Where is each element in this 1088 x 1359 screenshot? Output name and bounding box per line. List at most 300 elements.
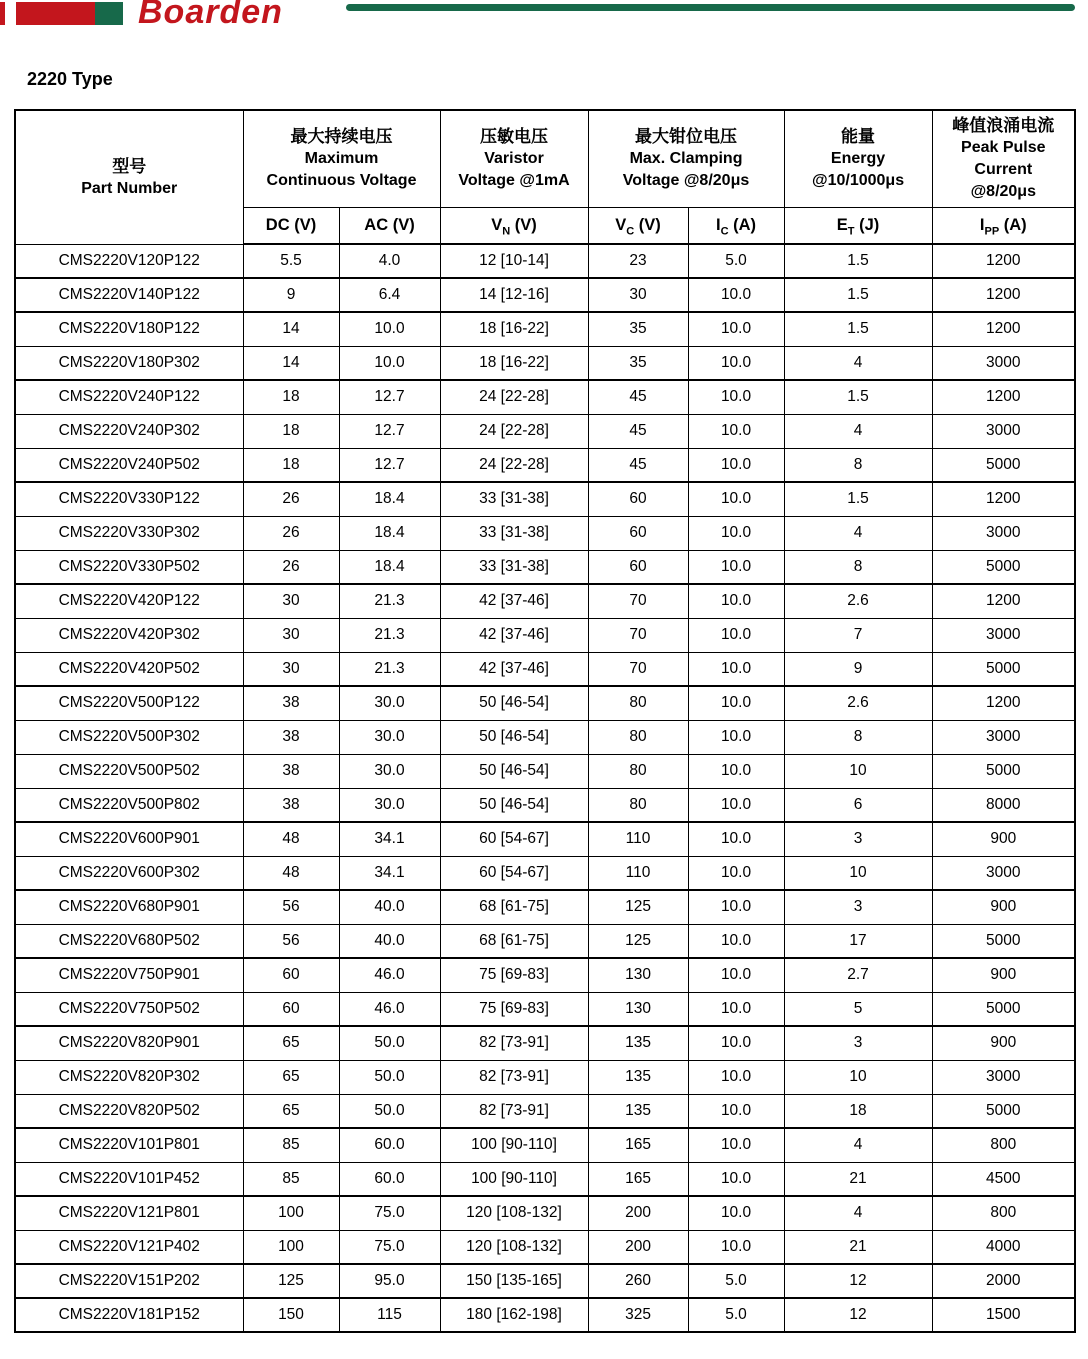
cell-part-number: CMS2220V330P502 [15, 550, 243, 584]
col-header-part-number [15, 110, 243, 244]
cell-ac: 115 [339, 1298, 440, 1332]
cell-ic: 10.0 [688, 550, 784, 584]
table-row [15, 720, 1075, 754]
cell-dc: 38 [243, 686, 339, 720]
cell-part-number: CMS2220V500P502 [15, 754, 243, 788]
cell-dc: 30 [243, 584, 339, 618]
cell-ipp: 900 [932, 822, 1075, 856]
table-row [15, 584, 1075, 618]
cell-vc: 130 [588, 992, 688, 1026]
cell-vn: 42 [37-46] [440, 652, 588, 686]
cell-ac: 4.0 [339, 244, 440, 278]
cell-et: 17 [784, 924, 932, 958]
cell-part-number: CMS2220V500P122 [15, 686, 243, 720]
cell-vc: 35 [588, 346, 688, 380]
cell-ic: 10.0 [688, 652, 784, 686]
table-row [15, 1094, 1075, 1128]
cell-vc: 70 [588, 618, 688, 652]
table-row [15, 652, 1075, 686]
cell-et: 8 [784, 550, 932, 584]
cell-ic: 10.0 [688, 1162, 784, 1196]
table-row [15, 1230, 1075, 1264]
table-row [15, 482, 1075, 516]
cell-part-number: CMS2220V600P302 [15, 856, 243, 890]
cell-dc: 65 [243, 1094, 339, 1128]
cell-dc: 18 [243, 414, 339, 448]
cell-dc: 26 [243, 516, 339, 550]
cell-vc: 23 [588, 244, 688, 278]
cell-dc: 65 [243, 1060, 339, 1094]
cell-part-number: CMS2220V420P302 [15, 618, 243, 652]
cell-vc: 125 [588, 890, 688, 924]
subheader-ac: AC (V) [339, 207, 440, 244]
cell-ic: 10.0 [688, 890, 784, 924]
cell-part-number: CMS2220V180P302 [15, 346, 243, 380]
cell-vn: 75 [69-83] [440, 992, 588, 1026]
cell-ipp: 8000 [932, 788, 1075, 822]
logo-left-sliver [0, 2, 5, 25]
cell-dc: 14 [243, 346, 339, 380]
cell-ac: 30.0 [339, 788, 440, 822]
cell-ac: 18.4 [339, 550, 440, 584]
cell-vc: 125 [588, 924, 688, 958]
cell-part-number: CMS2220V101P452 [15, 1162, 243, 1196]
cell-vn: 120 [108-132] [440, 1230, 588, 1264]
cell-et: 4 [784, 1128, 932, 1162]
cell-vc: 135 [588, 1060, 688, 1094]
cell-ipp: 1200 [932, 244, 1075, 278]
cell-ac: 21.3 [339, 618, 440, 652]
cell-ac: 21.3 [339, 652, 440, 686]
cell-ic: 10.0 [688, 958, 784, 992]
table-row [15, 754, 1075, 788]
cell-ipp: 5000 [932, 1094, 1075, 1128]
cell-part-number: CMS2220V180P122 [15, 312, 243, 346]
cell-et: 2.6 [784, 686, 932, 720]
cell-ipp: 4000 [932, 1230, 1075, 1264]
cell-vc: 80 [588, 788, 688, 822]
cell-ipp: 1200 [932, 686, 1075, 720]
cell-et: 1.5 [784, 312, 932, 346]
cell-vn: 24 [22-28] [440, 414, 588, 448]
cell-ipp: 1500 [932, 1298, 1075, 1332]
cell-ic: 10.0 [688, 822, 784, 856]
cell-et: 2.7 [784, 958, 932, 992]
cell-vc: 45 [588, 414, 688, 448]
cell-et: 8 [784, 448, 932, 482]
cell-ipp: 2000 [932, 1264, 1075, 1298]
cell-ac: 6.4 [339, 278, 440, 312]
table-row [15, 1264, 1075, 1298]
cell-ipp: 1200 [932, 584, 1075, 618]
cell-vc: 35 [588, 312, 688, 346]
group-line: @10/1000μs [811, 172, 905, 190]
cell-dc: 100 [243, 1230, 339, 1264]
cell-ic: 10.0 [688, 312, 784, 346]
cell-ipp: 900 [932, 890, 1075, 924]
table-row [15, 856, 1075, 890]
cell-ic: 10.0 [688, 992, 784, 1026]
cell-vn: 120 [108-132] [440, 1196, 588, 1230]
cell-part-number: CMS2220V121P801 [15, 1196, 243, 1230]
col-header-peak-pulse-current [932, 110, 1075, 207]
cell-vc: 80 [588, 754, 688, 788]
cell-ac: 34.1 [339, 856, 440, 890]
table-row [15, 244, 1075, 278]
cell-ic: 10.0 [688, 346, 784, 380]
group-line: Max. Clamping [629, 150, 743, 168]
cell-et: 10 [784, 856, 932, 890]
cell-part-number: CMS2220V330P302 [15, 516, 243, 550]
cell-ipp: 5000 [932, 448, 1075, 482]
cell-et: 18 [784, 1094, 932, 1128]
group-line: Peak Pulse [961, 139, 1046, 157]
cell-part-number: CMS2220V820P901 [15, 1026, 243, 1060]
cell-vn: 42 [37-46] [440, 618, 588, 652]
cell-vc: 110 [588, 856, 688, 890]
group-line: 峰值浪涌电流 [952, 116, 1055, 136]
cell-et: 12 [784, 1264, 932, 1298]
cell-ic: 10.0 [688, 1094, 784, 1128]
group-line: 压敏电压 [480, 127, 549, 147]
cell-dc: 56 [243, 890, 339, 924]
cell-dc: 60 [243, 958, 339, 992]
cell-et: 4 [784, 414, 932, 448]
cell-ic: 10.0 [688, 482, 784, 516]
cell-ic: 5.0 [688, 1298, 784, 1332]
col-header-energy [784, 110, 932, 207]
cell-ac: 18.4 [339, 482, 440, 516]
col-header-max-continuous-voltage [243, 110, 440, 207]
cell-ipp: 5000 [932, 754, 1075, 788]
cell-et: 9 [784, 652, 932, 686]
cell-vc: 70 [588, 652, 688, 686]
cell-ac: 12.7 [339, 380, 440, 414]
table-row [15, 312, 1075, 346]
cell-part-number: CMS2220V680P502 [15, 924, 243, 958]
cell-vc: 80 [588, 720, 688, 754]
subheader-ic: $I_C$ (A) [688, 207, 784, 244]
cell-vn: 82 [73-91] [440, 1026, 588, 1060]
cell-et: 1.5 [784, 244, 932, 278]
cell-vc: 165 [588, 1162, 688, 1196]
section-title: 2220 Type [27, 69, 113, 89]
group-line: 能量 [841, 127, 876, 147]
cell-ic: 10.0 [688, 414, 784, 448]
cell-et: 5 [784, 992, 932, 1026]
cell-vc: 45 [588, 448, 688, 482]
cell-ic: 10.0 [688, 448, 784, 482]
cell-ac: 50.0 [339, 1060, 440, 1094]
table-row [15, 1196, 1075, 1230]
cell-part-number: CMS2220V820P302 [15, 1060, 243, 1094]
brand-name: Boarden [138, 0, 283, 31]
cell-ipp: 900 [932, 1026, 1075, 1060]
cell-ipp: 800 [932, 1196, 1075, 1230]
cell-vn: 150 [135-165] [440, 1264, 588, 1298]
cell-part-number: CMS2220V181P152 [15, 1298, 243, 1332]
cell-et: 4 [784, 1196, 932, 1230]
subheader-dc: DC (V) [243, 207, 339, 244]
cell-vn: 18 [16-22] [440, 346, 588, 380]
cell-ipp: 3000 [932, 856, 1075, 890]
cell-ipp: 3000 [932, 346, 1075, 380]
cell-dc: 26 [243, 482, 339, 516]
cell-ipp: 800 [932, 1128, 1075, 1162]
cell-dc: 26 [243, 550, 339, 584]
cell-dc: 18 [243, 380, 339, 414]
cell-vc: 260 [588, 1264, 688, 1298]
cell-ipp: 900 [932, 958, 1075, 992]
cell-ac: 10.0 [339, 346, 440, 380]
table-row [15, 516, 1075, 550]
cell-part-number: CMS2220V121P402 [15, 1230, 243, 1264]
cell-ipp: 3000 [932, 414, 1075, 448]
cell-ic: 10.0 [688, 584, 784, 618]
header-rule-bar [346, 4, 1075, 11]
cell-et: 10 [784, 1060, 932, 1094]
cell-vc: 45 [588, 380, 688, 414]
cell-part-number: CMS2220V330P122 [15, 482, 243, 516]
cell-vn: 50 [46-54] [440, 720, 588, 754]
cell-part-number: CMS2220V420P122 [15, 584, 243, 618]
cell-vn: 33 [31-38] [440, 482, 588, 516]
cell-part-number: CMS2220V101P801 [15, 1128, 243, 1162]
cell-dc: 60 [243, 992, 339, 1026]
cell-ipp: 5000 [932, 652, 1075, 686]
cell-ic: 10.0 [688, 720, 784, 754]
cell-dc: 125 [243, 1264, 339, 1298]
cell-part-number: CMS2220V420P502 [15, 652, 243, 686]
table-row [15, 380, 1075, 414]
cell-dc: 48 [243, 822, 339, 856]
cell-ipp: 5000 [932, 550, 1075, 584]
cell-vc: 80 [588, 686, 688, 720]
cell-ac: 21.3 [339, 584, 440, 618]
cell-part-number: CMS2220V240P302 [15, 414, 243, 448]
cell-vn: 14 [12-16] [440, 278, 588, 312]
cell-ipp: 1200 [932, 380, 1075, 414]
cell-part-number: CMS2220V500P802 [15, 788, 243, 822]
cell-part-number: CMS2220V820P502 [15, 1094, 243, 1128]
cell-vc: 130 [588, 958, 688, 992]
cell-et: 21 [784, 1162, 932, 1196]
cell-part-number: CMS2220V750P502 [15, 992, 243, 1026]
cell-vn: 180 [162-198] [440, 1298, 588, 1332]
cell-ac: 75.0 [339, 1230, 440, 1264]
cell-ac: 12.7 [339, 448, 440, 482]
spec-table-body [15, 244, 1075, 1332]
cell-dc: 65 [243, 1026, 339, 1060]
cell-ac: 12.7 [339, 414, 440, 448]
cell-dc: 18 [243, 448, 339, 482]
cell-vn: 75 [69-83] [440, 958, 588, 992]
table-row [15, 992, 1075, 1026]
cell-ic: 5.0 [688, 244, 784, 278]
table-row [15, 1060, 1075, 1094]
table-row [15, 822, 1075, 856]
logo-green-block [95, 2, 123, 25]
cell-part-number: CMS2220V680P901 [15, 890, 243, 924]
cell-ac: 30.0 [339, 720, 440, 754]
cell-ac: 40.0 [339, 924, 440, 958]
cell-ic: 10.0 [688, 380, 784, 414]
group-line: 最大钳位电压 [635, 127, 738, 147]
cell-et: 8 [784, 720, 932, 754]
cell-dc: 5.5 [243, 244, 339, 278]
cell-dc: 100 [243, 1196, 339, 1230]
table-row [15, 278, 1075, 312]
cell-dc: 38 [243, 788, 339, 822]
cell-vc: 200 [588, 1196, 688, 1230]
cell-part-number: CMS2220V240P502 [15, 448, 243, 482]
cell-ac: 60.0 [339, 1162, 440, 1196]
cell-vn: 68 [61-75] [440, 890, 588, 924]
table-row [15, 1026, 1075, 1060]
cell-ic: 10.0 [688, 516, 784, 550]
cell-ipp: 5000 [932, 992, 1075, 1026]
cell-ac: 10.0 [339, 312, 440, 346]
group-line: Continuous Voltage [266, 172, 417, 190]
cell-ipp: 1200 [932, 278, 1075, 312]
subheader-vc: $V_C$ (V) [588, 207, 688, 244]
cell-ac: 40.0 [339, 890, 440, 924]
subheader-et: $E_T$ (J) [784, 207, 932, 244]
cell-ac: 30.0 [339, 754, 440, 788]
cell-dc: 30 [243, 652, 339, 686]
cell-dc: 38 [243, 720, 339, 754]
group-line: Energy [830, 150, 886, 168]
table-row [15, 1162, 1075, 1196]
cell-vc: 70 [588, 584, 688, 618]
cell-dc: 85 [243, 1162, 339, 1196]
table-row [15, 414, 1075, 448]
table-row [15, 788, 1075, 822]
cell-et: 1.5 [784, 482, 932, 516]
cell-ac: 50.0 [339, 1094, 440, 1128]
cell-ac: 18.4 [339, 516, 440, 550]
cell-vc: 60 [588, 482, 688, 516]
cell-dc: 9 [243, 278, 339, 312]
cell-ic: 10.0 [688, 1230, 784, 1264]
cell-vc: 135 [588, 1026, 688, 1060]
cell-ic: 10.0 [688, 856, 784, 890]
cell-vn: 68 [61-75] [440, 924, 588, 958]
cell-dc: 30 [243, 618, 339, 652]
group-line: Voltage @8/20μs [622, 172, 750, 190]
cell-ic: 5.0 [688, 1264, 784, 1298]
table-row [15, 1128, 1075, 1162]
cell-ic: 10.0 [688, 1026, 784, 1060]
cell-vn: 50 [46-54] [440, 788, 588, 822]
cell-ipp: 3000 [932, 516, 1075, 550]
col-header-max-clamping-voltage [588, 110, 784, 207]
cell-ipp: 4500 [932, 1162, 1075, 1196]
cell-et: 12 [784, 1298, 932, 1332]
cell-et: 3 [784, 822, 932, 856]
spec-table [14, 109, 1076, 1333]
cell-et: 4 [784, 346, 932, 380]
cell-ipp: 3000 [932, 720, 1075, 754]
cell-dc: 48 [243, 856, 339, 890]
cell-part-number: CMS2220V140P122 [15, 278, 243, 312]
table-row [15, 924, 1075, 958]
cell-et: 1.5 [784, 380, 932, 414]
cell-et: 10 [784, 754, 932, 788]
subheader-vn: $V_N$ (V) [440, 207, 588, 244]
cell-vn: 100 [90-110] [440, 1128, 588, 1162]
cell-ic: 10.0 [688, 278, 784, 312]
cell-vn: 18 [16-22] [440, 312, 588, 346]
cell-part-number: CMS2220V500P302 [15, 720, 243, 754]
table-row [15, 618, 1075, 652]
cell-vn: 24 [22-28] [440, 448, 588, 482]
cell-et: 4 [784, 516, 932, 550]
cell-ic: 10.0 [688, 788, 784, 822]
cell-ic: 10.0 [688, 686, 784, 720]
cell-dc: 150 [243, 1298, 339, 1332]
cell-ac: 30.0 [339, 686, 440, 720]
col-header-varistor-voltage [440, 110, 588, 207]
cell-vc: 135 [588, 1094, 688, 1128]
cell-part-number: CMS2220V120P122 [15, 244, 243, 278]
table-row [15, 550, 1075, 584]
cell-vn: 50 [46-54] [440, 686, 588, 720]
cell-vn: 50 [46-54] [440, 754, 588, 788]
table-row [15, 686, 1075, 720]
cell-vc: 30 [588, 278, 688, 312]
cell-et: 6 [784, 788, 932, 822]
cell-vn: 33 [31-38] [440, 516, 588, 550]
table-row [15, 1298, 1075, 1332]
table-row [15, 958, 1075, 992]
cell-vc: 60 [588, 516, 688, 550]
cell-ipp: 5000 [932, 924, 1075, 958]
group-line: 最大持续电压 [290, 127, 393, 147]
cell-vn: 33 [31-38] [440, 550, 588, 584]
cell-ac: 50.0 [339, 1026, 440, 1060]
cell-vn: 100 [90-110] [440, 1162, 588, 1196]
cell-part-number: CMS2220V151P202 [15, 1264, 243, 1298]
header-row-main [15, 110, 1075, 207]
cell-ic: 10.0 [688, 1128, 784, 1162]
cell-vn: 24 [22-28] [440, 380, 588, 414]
cell-ac: 75.0 [339, 1196, 440, 1230]
cell-dc: 85 [243, 1128, 339, 1162]
cell-vc: 110 [588, 822, 688, 856]
cell-et: 7 [784, 618, 932, 652]
cell-ipp: 3000 [932, 1060, 1075, 1094]
cell-vn: 82 [73-91] [440, 1094, 588, 1128]
part-number-header-en: Part Number [81, 179, 178, 197]
cell-ipp: 1200 [932, 482, 1075, 516]
cell-ac: 46.0 [339, 958, 440, 992]
cell-et: 3 [784, 890, 932, 924]
cell-ac: 34.1 [339, 822, 440, 856]
group-line: Voltage @1mA [458, 172, 570, 190]
cell-dc: 14 [243, 312, 339, 346]
cell-vn: 42 [37-46] [440, 584, 588, 618]
cell-et: 1.5 [784, 278, 932, 312]
cell-ipp: 3000 [932, 618, 1075, 652]
cell-vn: 60 [54-67] [440, 822, 588, 856]
table-row [15, 890, 1075, 924]
cell-vn: 12 [10-14] [440, 244, 588, 278]
cell-et: 21 [784, 1230, 932, 1264]
group-line: Maximum [304, 150, 379, 168]
cell-dc: 38 [243, 754, 339, 788]
part-number-header-zh: 型号 [112, 156, 147, 176]
